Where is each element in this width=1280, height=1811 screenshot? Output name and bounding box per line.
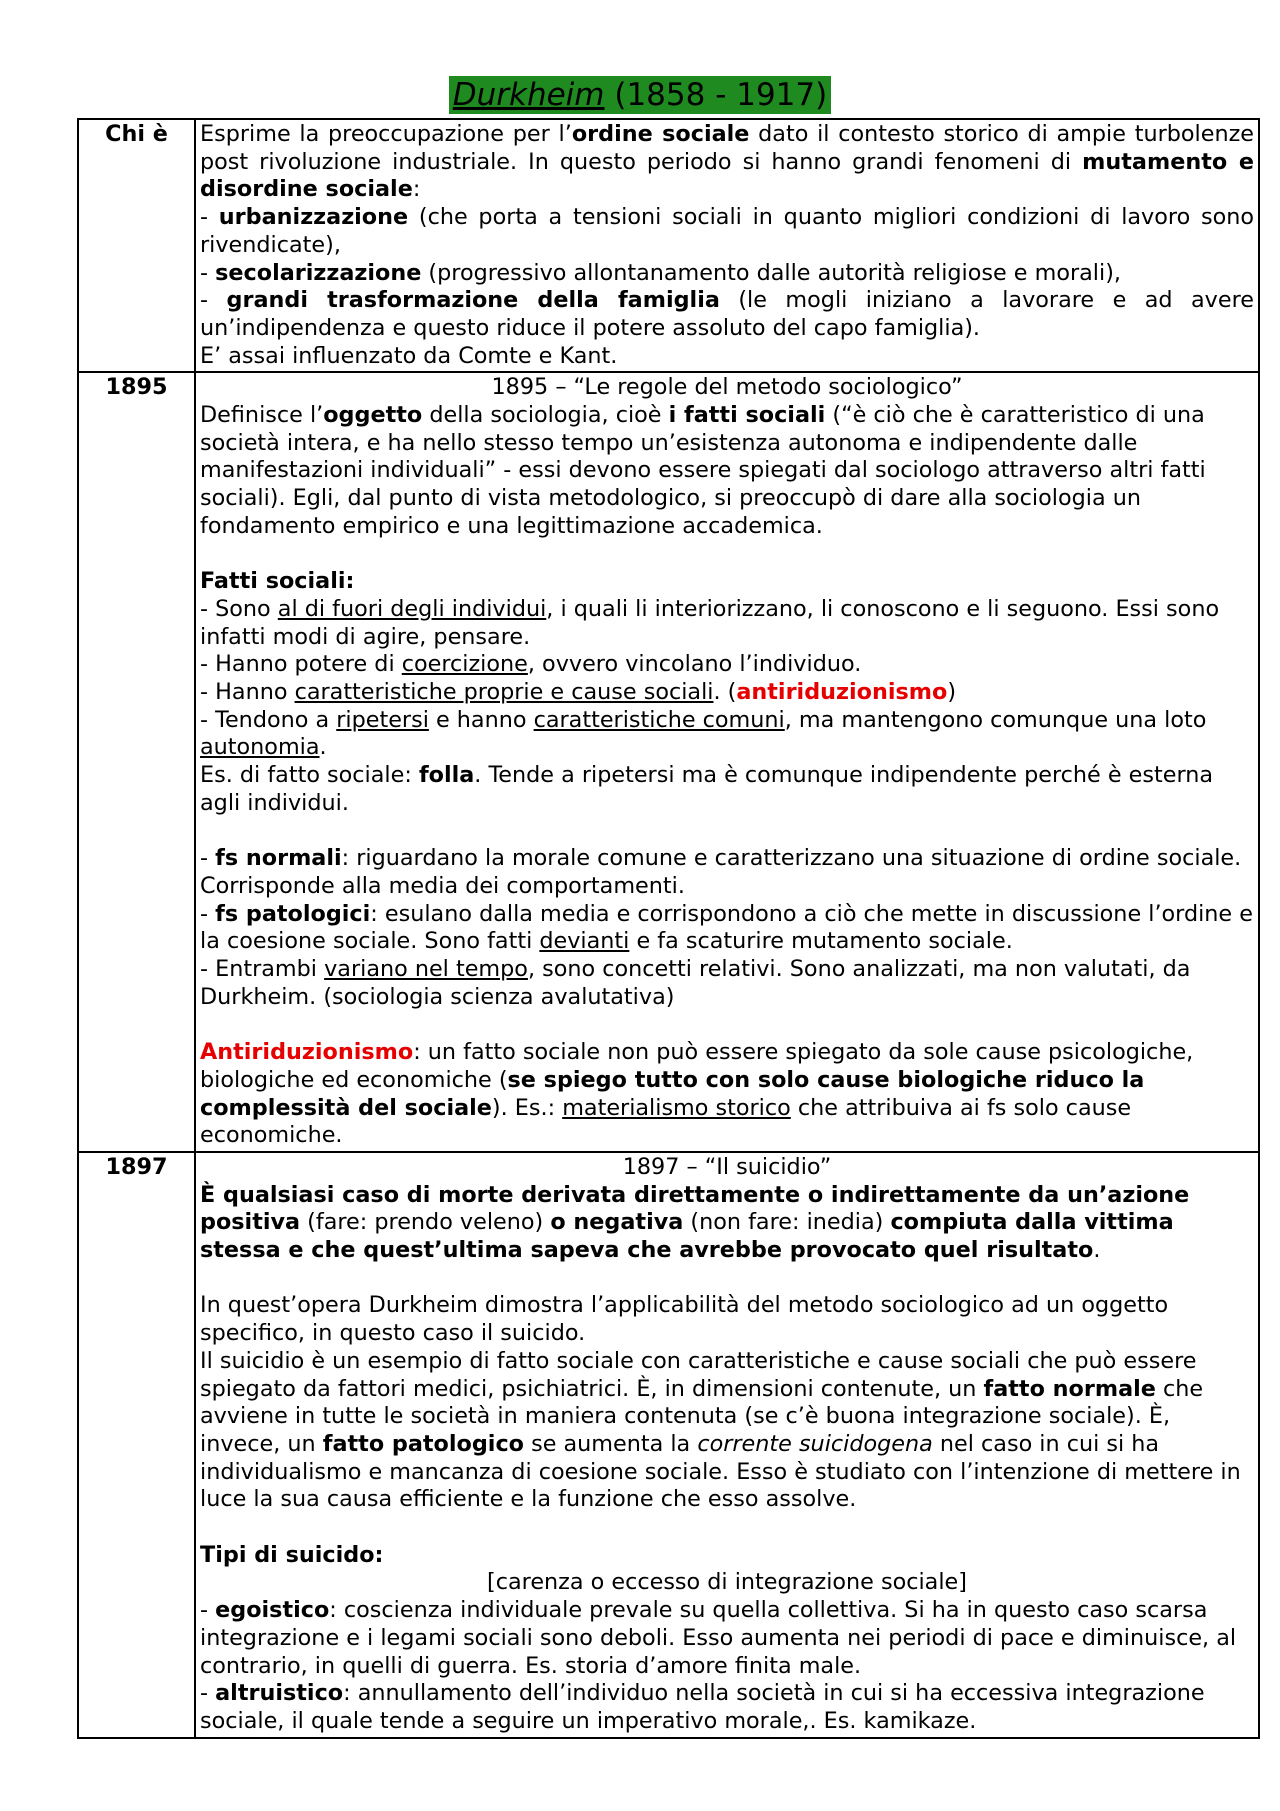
tipi-suicidio-subheading: [carenza o eccesso di integrazione sociale] (487, 1569, 967, 1596)
chi-e-secolarizzazione: - secolarizzazione (progressivo allontanamento dalle autorità religiose e morali), (200, 259, 1121, 286)
chi-e-famiglia: - grandi trasformazione della famiglia (le mogli iniziano a lavorare e ad avere un’indipendenza e questo riduce il potere assoluto del capo famiglia). (200, 287, 1254, 341)
intro-1895: Definisce l’oggetto della sociologia, cioè i fatti sociali (“è ciò che è caratteristico di una società intera, e ha nello stesso tempo un’esistenza autonoma e indipendente dalle manifestazioni individuali” - essi devono essere spiegati dal sociologo attraverso altri fatti sociali). Egli, dal punto di vista metodologico, si preoccupò di dare alla sociologia un fondamento empirico e una legittimazione accademica. (200, 402, 1206, 539)
tipo-egoistico: - egoistico: coscienza individuale prevale su quella collettiva. Si ha in questo caso scarsa integrazione e i legami sociali sono deboli. Esso aumenta nei periodi di pace e diminuisce, al contrario, in quelli di guerra. Es. storia d’amore finita male. (200, 1597, 1237, 1679)
title-dates: (1858 - 1917) (614, 77, 828, 113)
fatti-item-4: - Tendono a ripetersi e hanno caratteristiche comuni, ma mantengono comunque una loto autonomia. (200, 706, 1207, 761)
row-content (195, 1152, 1259, 1738)
suicidio-definition: È qualsiasi caso di morte derivata direttamente o indirettamente da un’azione positiva (fare: prendo veleno) o negativa (non fare: inedia) compiuta dalla vittima stessa e che quest’ultima sapeva che avrebbe provocato quel risultato. (200, 1181, 1190, 1264)
fs-patologici: - fs patologici: esulano dalla media e corrispondono a ciò che mette in discussione l’ordine e la coesione sociale. Sono fatti devianti e fa scaturire mutamento sociale. (200, 900, 1253, 955)
title-name: Durkheim (452, 77, 605, 113)
row-label: 1895 (78, 372, 195, 1152)
fatti-item-3: - Hanno caratteristiche proprie e cause sociali. (antiriduzionismo) (200, 679, 957, 706)
fatti-item-1: - Sono al di fuori degli individui, i quali li interiorizzano, li conoscono e li seguono. Essi sono infatti modi di agire, pensare. (200, 595, 1220, 650)
fs-normali: - fs normali: riguardano la morale comune e caratterizzano una situazione di ordine sociale. Corrisponde alla media dei comportamenti. (200, 845, 1242, 899)
antiriduzionismo-definition: Antiriduzionismo: un fatto sociale non può essere spiegato da sole cause psicologiche, biologiche ed economiche (se spiego tutto con solo cause biologiche riduco la complessità del sociale). Es.: materialismo storico che attribuiva ai fs solo cause economiche. (200, 1039, 1194, 1149)
row-content (195, 372, 1259, 1152)
row-content (195, 119, 1259, 372)
chi-e-intro: Esprime la preoccupazione per l’ordine sociale dato il contesto storico di ampie turbolenze post rivoluzione industriale. In questo periodo si hanno grandi fenomeni di mutamento e disordine sociale: (200, 121, 1255, 203)
fatti-sociali-heading: Fatti sociali: (200, 568, 355, 595)
chi-e-urbanizzazione: - urbanizzazione (che porta a tensioni sociali in quanto migliori condizioni di lavoro sono rivendicate), (200, 204, 1254, 258)
section-heading-1895: 1895 – “Le regole del metodo sociologico” (491, 374, 963, 401)
section-heading-1897: 1897 – “Il suicidio” (622, 1153, 832, 1180)
fs-entrambi: - Entrambi variano nel tempo, sono concetti relativi. Sono analizzati, ma non valutati, da Durkheim. (sociologia scienza avalutativa) (200, 956, 1191, 1010)
notes-table (77, 118, 1260, 1739)
row-chi-e (78, 119, 1259, 372)
fatti-example: Es. di fatto sociale: folla. Tende a ripetersi ma è comunque indipendente perché è esterna agli individui. (200, 762, 1214, 816)
fatti-item-2: - Hanno potere di coercizione, ovvero vincolano l’individuo. (200, 651, 862, 678)
suicidio-paragraph-1: In quest’opera Durkheim dimostra l’applicabilità del metodo sociologico ad un oggetto specifico, in questo caso il suicido. (200, 1292, 1169, 1347)
chi-e-influenze: E’ assai influenzato da Comte e Kant. (200, 342, 618, 369)
tipo-altruistico: - altruistico: annullamento dell’individuo nella società in cui si ha eccessiva integrazione sociale, il quale tende a seguire un imperativo morale,. Es. kamikaze. (200, 1680, 1205, 1734)
document-title (449, 76, 831, 114)
suicidio-paragraph-2: Il suicidio è un esempio di fatto sociale con caratteristiche e cause sociali che può essere spiegato da fattori medici, psichiatrici. È, in dimensioni contenute, un fatto normale che avviene in tutte le società in maniera contenuta (se c’è buona integrazione sociale). È, invece, un fatto patologico se aumenta la corrente suicidogena nel caso in cui si ha individualismo e mancanza di coesione sociale. Esso è studiato con l’intenzione di mettere in luce la sua causa efficiente e la funzione che esso assolve. (200, 1347, 1241, 1513)
row-label: Chi è (78, 119, 195, 372)
row-1895 (78, 372, 1259, 1152)
title-wrap (0, 76, 1280, 114)
row-1897 (78, 1152, 1259, 1738)
tipi-suicidio-heading: Tipi di suicido: (200, 1541, 384, 1568)
row-label: 1897 (78, 1152, 195, 1738)
